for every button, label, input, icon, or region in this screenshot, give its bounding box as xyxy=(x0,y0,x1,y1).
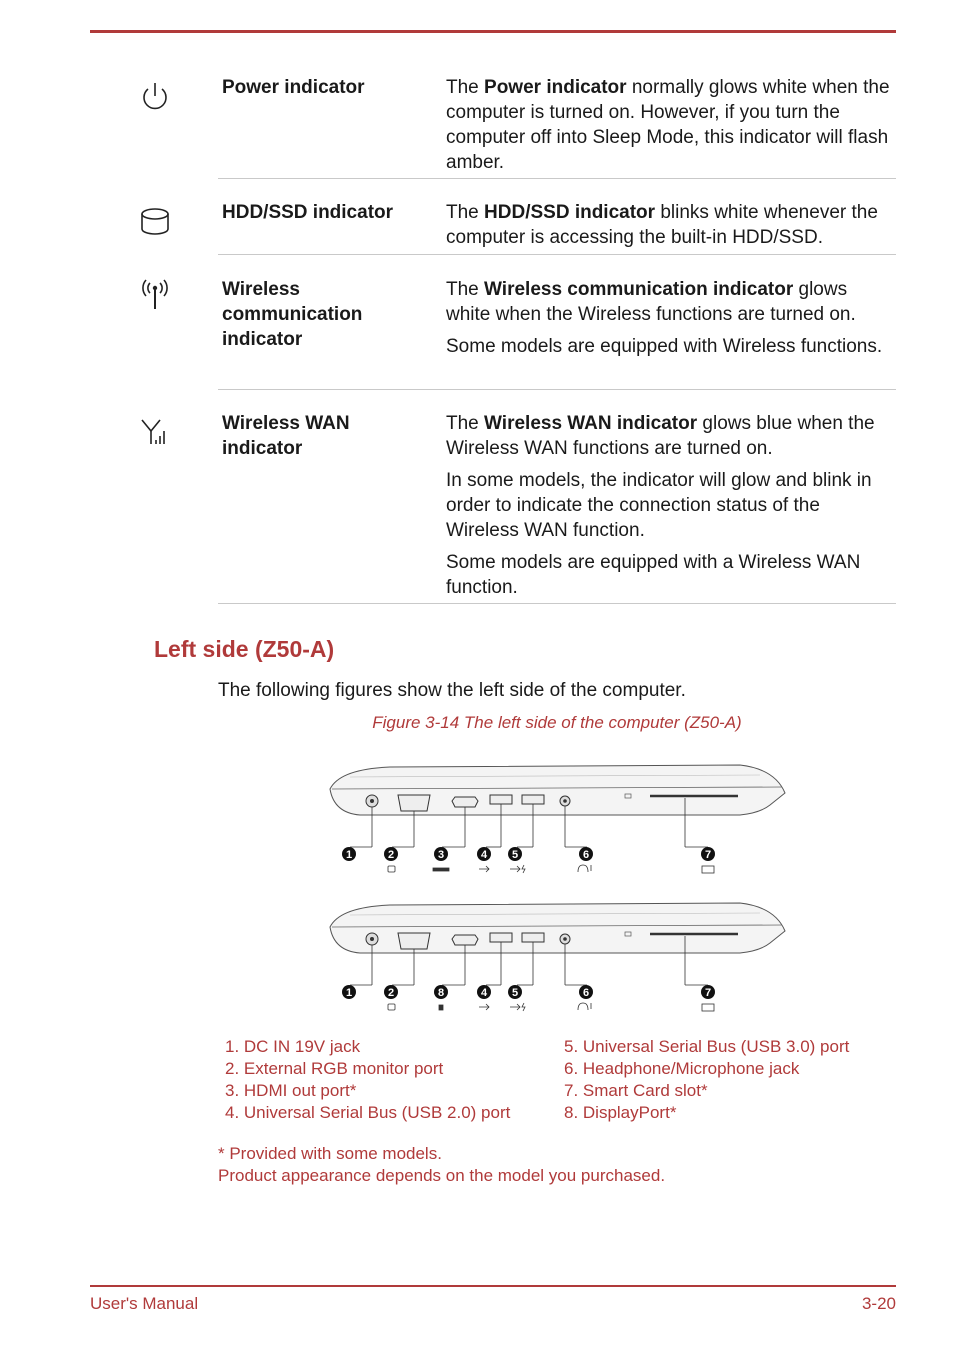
indicator-description xyxy=(446,75,896,182)
svg-text:7: 7 xyxy=(704,987,712,999)
callout-badge xyxy=(342,847,356,861)
desc-paragraph: Some models are equipped with a Wireless WAN function. xyxy=(446,552,861,598)
legend-item: 2. External RGB monitor port xyxy=(225,1059,444,1078)
indicator-description xyxy=(446,411,896,607)
svg-text:4: 4 xyxy=(480,987,488,999)
row-separator xyxy=(218,254,896,255)
indicator-term: HDD/SSD indicator xyxy=(222,202,394,223)
svg-text:2: 2 xyxy=(387,849,395,861)
row-separator xyxy=(218,603,896,604)
legend-item: 5. Universal Serial Bus (USB 3.0) port xyxy=(564,1037,850,1056)
callout-badge xyxy=(579,847,593,861)
figure-notes xyxy=(218,1143,665,1187)
header-rule xyxy=(90,30,896,33)
desc-paragraph: In some models, the indicator will glow and blink in order to indicate the connection status of the Wireless WAN function. xyxy=(446,470,872,541)
desc-paragraph: The HDD/SSD indicator blinks white whenever the computer is accessing the built-in HDD/SSD. xyxy=(446,202,878,248)
legend-item: 8. DisplayPort* xyxy=(564,1103,677,1122)
svg-text:8: 8 xyxy=(437,987,445,999)
section-title: Left side (Z50-A) xyxy=(154,636,335,662)
callout-badge xyxy=(701,847,715,861)
legend-item: 4. Universal Serial Bus (USB 2.0) port xyxy=(225,1103,511,1122)
desc-paragraph: The Wireless communication indicator glows white when the Wireless functions are turned on. xyxy=(446,279,856,325)
section-intro: The following figures show the left side of the computer. xyxy=(218,680,686,701)
row-separator xyxy=(218,389,896,390)
svg-text:6: 6 xyxy=(582,849,590,861)
legend-item: 7. Smart Card slot* xyxy=(564,1081,708,1100)
callout-badge xyxy=(384,985,398,999)
svg-text:6: 6 xyxy=(582,987,590,999)
laptop-figure-svg xyxy=(320,755,790,1025)
legend-right-column xyxy=(564,1036,849,1124)
svg-text:2: 2 xyxy=(387,987,395,999)
note-line: Product appearance depends on the model you purchased. xyxy=(218,1166,666,1185)
power-icon xyxy=(138,80,172,114)
callout-badge xyxy=(384,847,398,861)
laptop-top-view xyxy=(330,765,785,847)
indicator-term: Power indicator xyxy=(222,77,365,98)
svg-text:1: 1 xyxy=(345,987,353,999)
callout-badge xyxy=(579,985,593,999)
svg-text:7: 7 xyxy=(704,849,712,861)
footer-manual-title: User's Manual xyxy=(90,1294,199,1313)
callout-badge xyxy=(508,985,522,999)
callout-badge xyxy=(342,985,356,999)
indicator-description xyxy=(446,277,896,366)
svg-text:5: 5 xyxy=(511,987,519,999)
callout-badge xyxy=(434,847,448,861)
legend-item: 1. DC IN 19V jack xyxy=(225,1037,361,1056)
desc-paragraph: The Wireless WAN indicator glows blue when the Wireless WAN functions are turned on. xyxy=(446,413,875,459)
wireless-icon xyxy=(138,277,172,311)
wan-signal-icon xyxy=(138,416,172,450)
svg-text:4: 4 xyxy=(480,849,488,861)
legend-item: 6. Headphone/Microphone jack xyxy=(564,1059,800,1078)
laptop-bottom-view xyxy=(330,903,785,985)
svg-text:1: 1 xyxy=(345,849,353,861)
indicator-term: Wireless WAN indicator xyxy=(222,413,350,459)
callout-badge xyxy=(477,985,491,999)
footer-page-number: 3-20 xyxy=(861,1294,896,1313)
laptop-left-side-figure xyxy=(320,755,790,1025)
desc-paragraph: The Power indicator normally glows white when the computer is turned on. However, if you turn the computer off into Sleep Mode, this indicator will flash amber. xyxy=(446,77,890,173)
legend-left-column xyxy=(225,1036,510,1124)
callout-badge xyxy=(701,985,715,999)
callout-badge xyxy=(477,847,491,861)
indicator-description xyxy=(446,200,896,257)
svg-text:5: 5 xyxy=(511,849,519,861)
hdd-icon xyxy=(138,205,172,239)
footer-rule xyxy=(90,1285,896,1287)
note-line: * Provided with some models. xyxy=(218,1144,442,1163)
legend-item: 3. HDMI out port* xyxy=(225,1081,357,1100)
figure-caption: Figure 3-14 The left side of the computer (Z50-A) xyxy=(372,713,742,732)
row-separator xyxy=(218,178,896,179)
desc-paragraph: Some models are equipped with Wireless functions. xyxy=(446,336,883,357)
svg-text:3: 3 xyxy=(437,849,445,861)
indicator-term: Wireless communication indicator xyxy=(222,279,363,350)
callout-badge xyxy=(508,847,522,861)
callout-badge xyxy=(434,985,448,999)
